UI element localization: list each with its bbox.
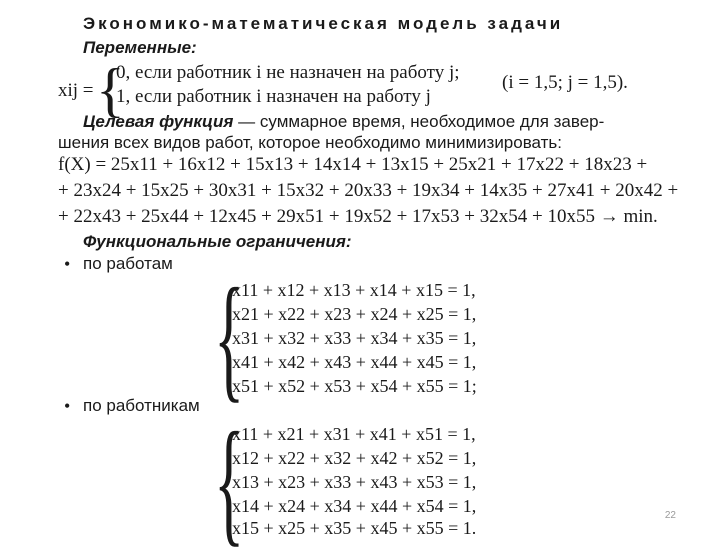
page-number: 22	[664, 510, 676, 521]
workers-brace: {	[214, 404, 245, 559]
jobs-row-2: x21 + x22 + x23 + x24 + x25 = 1,	[232, 304, 477, 324]
jobs-brace: {	[214, 260, 245, 415]
jobs-row-4: x41 + x42 + x43 + x44 + x45 = 1,	[232, 352, 477, 372]
jobs-row-5: x51 + x52 + x53 + x54 + x55 = 1;	[232, 376, 477, 396]
variables-label: Переменные:	[83, 38, 197, 57]
variable-lhs: xij =	[58, 80, 94, 101]
jobs-row-3: x31 + x32 + x33 + x34 + x35 = 1,	[232, 328, 477, 348]
variable-range: (i = 1,5; j = 1,5).	[502, 72, 628, 93]
bullet-jobs: •	[64, 254, 71, 274]
objective-text-1: — суммарное время, необходимое для завер-	[233, 112, 605, 131]
slide-title: Экономико-математическая модель задачи	[83, 14, 564, 33]
objective-formula-1: f(X) = 25x11 + 16x12 + 15x13 + 14x14 + 13x15 + 25x21 + 17x22 + 18x23 +	[58, 154, 648, 175]
workers-row-2: x12 + x22 + x32 + x42 + x52 = 1,	[232, 448, 477, 468]
workers-row-5: x15 + x25 + x35 + x45 + x55 = 1.	[232, 518, 477, 538]
workers-label: по работникам	[83, 396, 200, 415]
objective-formula-3: + 22x43 + 25x44 + 12x45 + 29x51 + 19x52 + 17x53 + 32x54 + 10x55 → min.	[58, 206, 658, 227]
objective-label: Целевая функция	[83, 112, 234, 131]
variable-brace: {	[96, 57, 125, 123]
workers-row-4: x14 + x24 + x34 + x44 + x54 = 1,	[232, 496, 477, 516]
workers-row-3: x13 + x23 + x33 + x43 + x53 = 1,	[232, 472, 477, 492]
constraints-label: Функциональные ограничения:	[83, 232, 352, 251]
jobs-label: по работам	[83, 254, 173, 273]
objective-text-2: шения всех видов работ, которое необходимо минимизировать:	[58, 133, 563, 152]
objective-formula-2: + 23x24 + 15x25 + 30x31 + 15x32 + 20x33 + 19x34 + 14x35 + 27x41 + 20x42 +	[58, 180, 679, 201]
variable-case-1: 1, если работник i назначен на работу j	[116, 86, 431, 107]
bullet-workers: •	[64, 396, 71, 416]
jobs-row-1: x11 + x12 + x13 + x14 + x15 = 1,	[232, 280, 476, 300]
variable-case-0: 0, если работник i не назначен на работу j;	[116, 62, 460, 83]
workers-row-1: x11 + x21 + x31 + x41 + x51 = 1,	[232, 424, 476, 444]
objective-description	[83, 112, 604, 132]
